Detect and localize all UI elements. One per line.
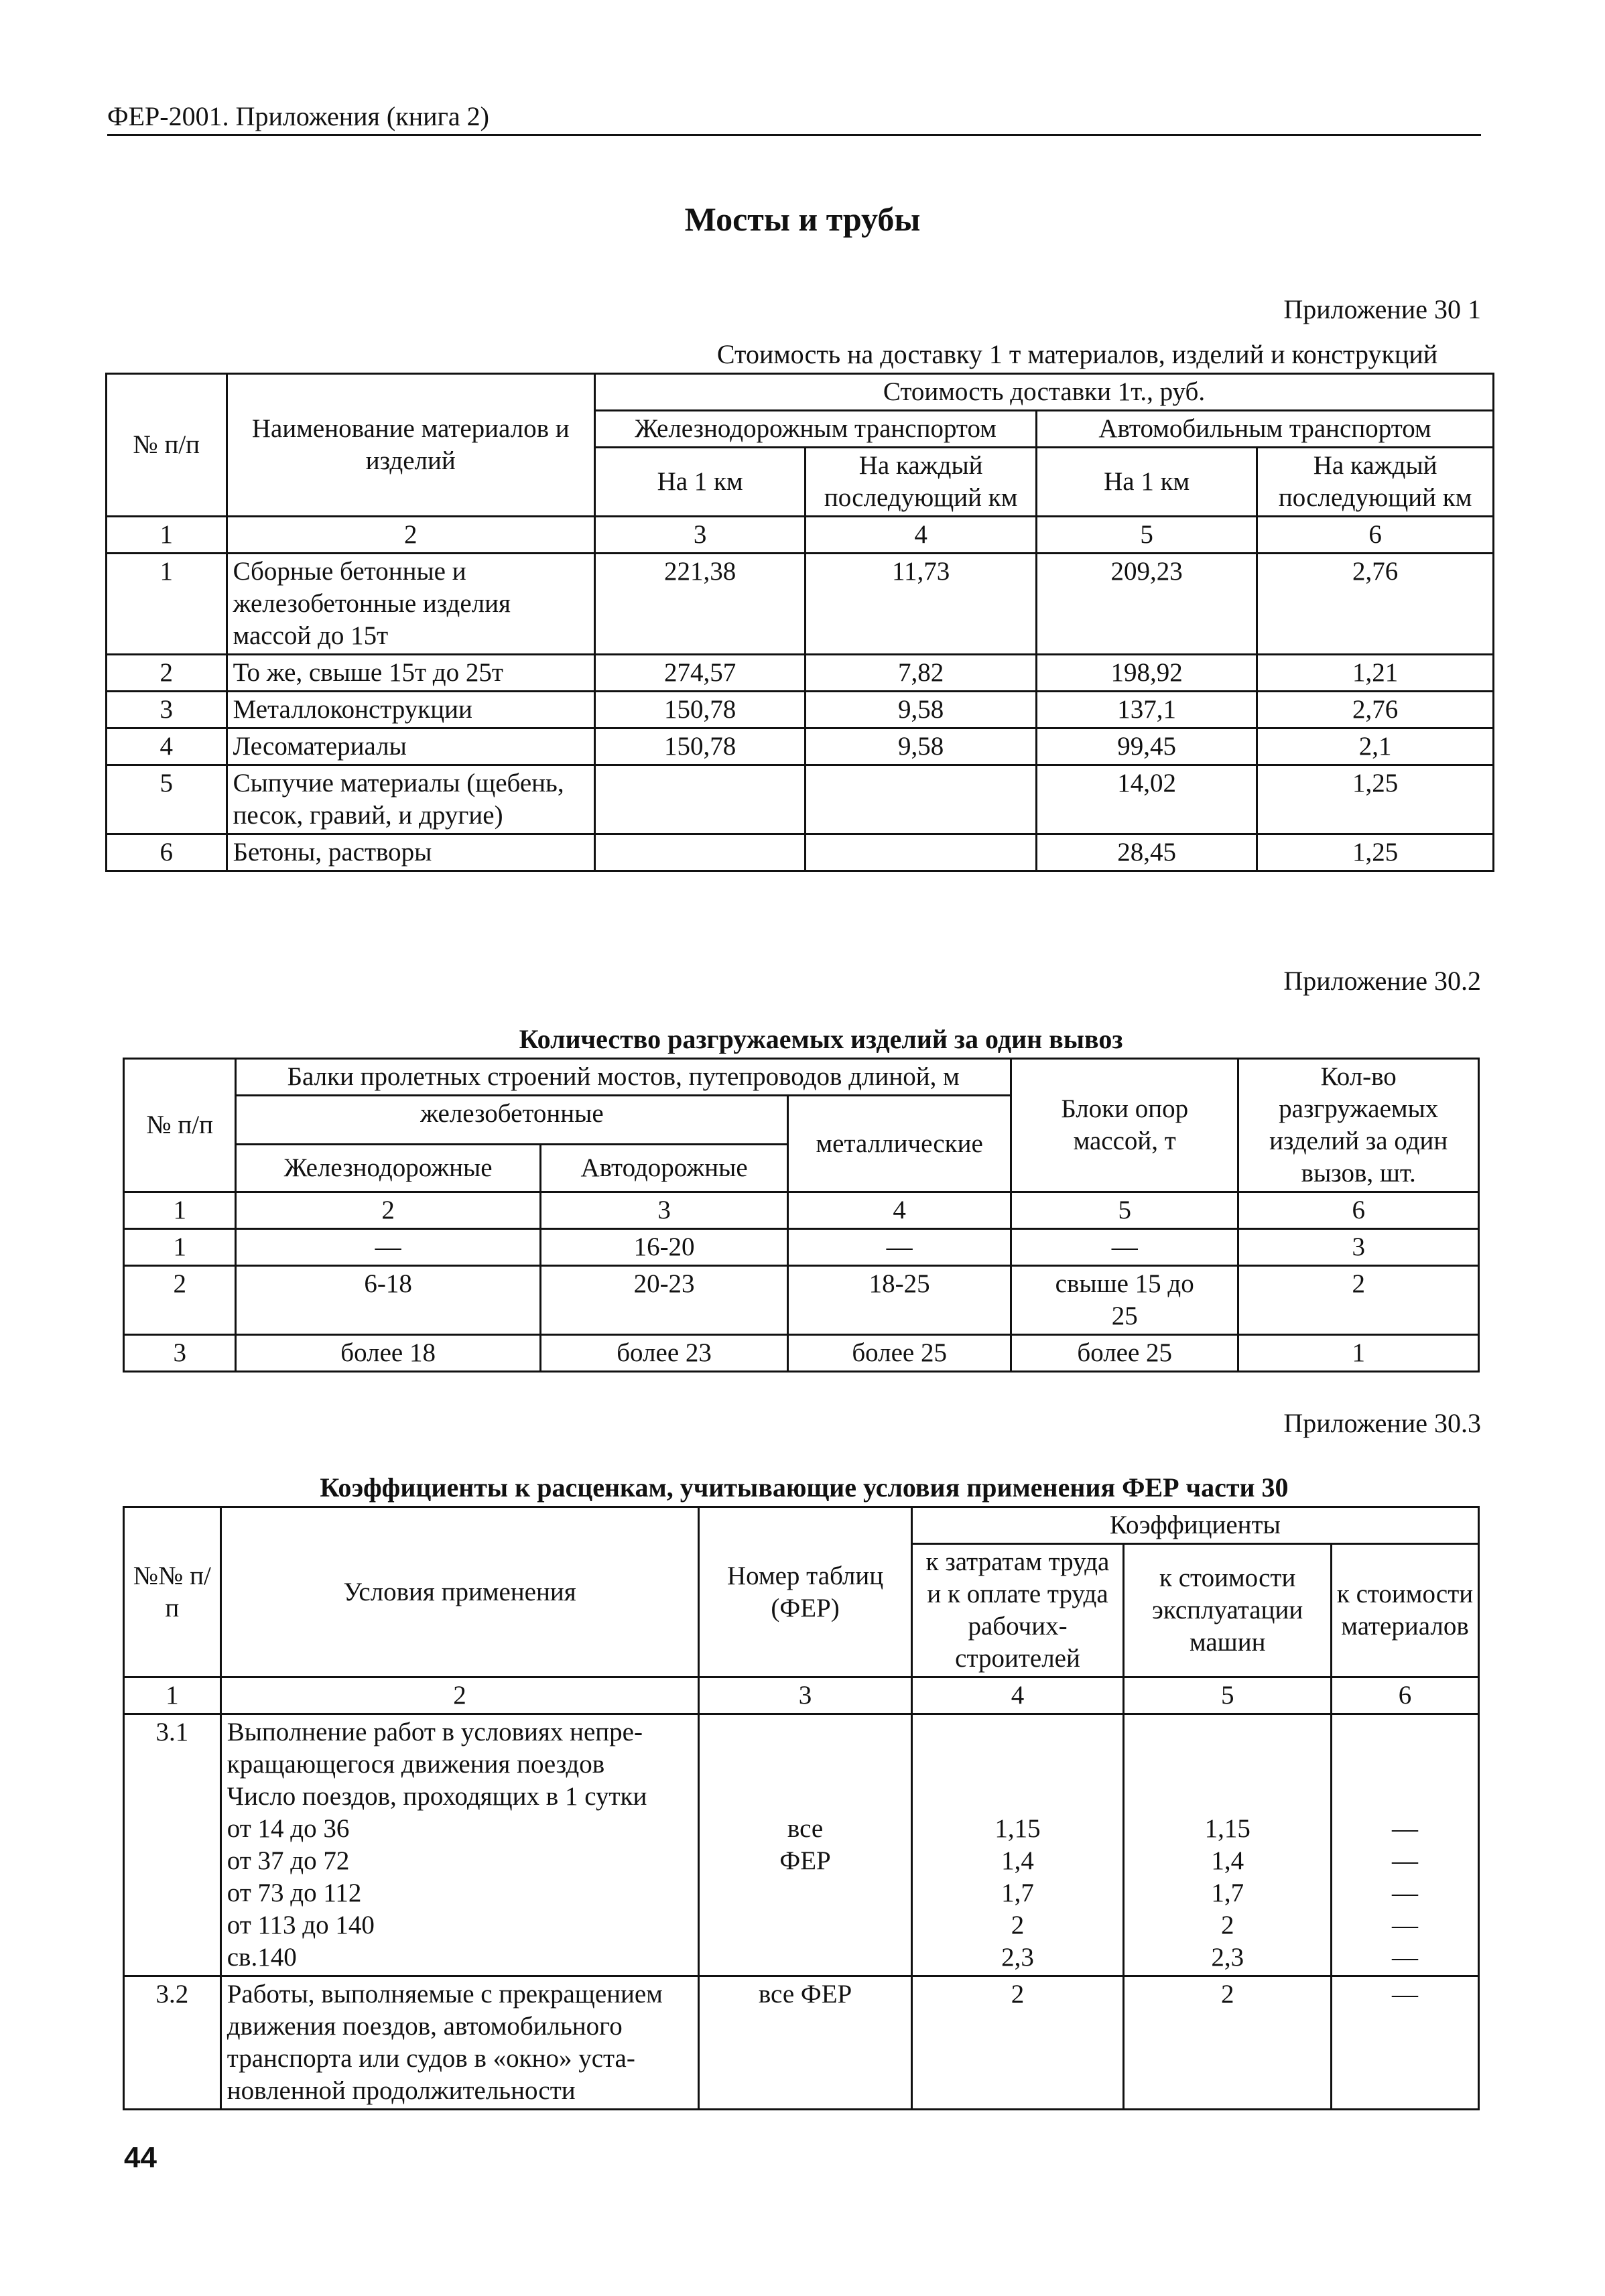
col-header-num: №№ п/п [124,1507,221,1677]
col-number: 5 [1011,1192,1238,1229]
row-num: 3.2 [124,1976,221,2110]
row-conditions: Выполнение работ в условиях непре- кращающегося движения поездов Число поездов, проходящих в 1 сутки от 14 до 36 от 37 до 72 от 73 до 112 от 113 до 140 св.140 [220,1714,699,1976]
col-header-rail-next: На каждый последующий км [806,448,1037,517]
row-labor: 2 [911,1976,1124,2110]
col-number: 1 [124,1192,236,1229]
col-number: 5 [1124,1677,1332,1714]
col-number: 5 [1037,517,1257,554]
row-blocks: более 25 [1011,1335,1238,1372]
row-auto-1km: 137,1 [1037,692,1257,728]
row-rail: 6-18 [236,1266,540,1335]
col-header-metal: металлические [788,1096,1011,1192]
col-header-materials: к стоимости материалов [1332,1544,1479,1677]
col-header-conditions: Условия применения [220,1507,699,1677]
row-name: Сыпучие материалы (щебень, песок, гравий, и другие) [227,765,594,834]
row-metal: более 25 [788,1335,1011,1372]
table-row [124,1714,1479,1976]
row-rail-1km: 274,57 [594,655,805,692]
row-auto-next: 2,76 [1257,554,1494,655]
col-header-blocks: Блоки опор массой, т [1011,1059,1238,1192]
coefficients-table [123,1506,1480,2110]
row-num: 3 [124,1335,236,1372]
row-conditions: Работы, выполняемые с прекращением движения поездов, автомобильного транспорта или судов в «окно» уста- новленной продолжительности [220,1976,699,2110]
col-header-auto: Автомобильным транспортом [1037,411,1494,448]
row-num: 4 [107,728,227,765]
table-row [107,834,1494,871]
col-header-road: Автодорожные [540,1145,788,1192]
table-row [107,765,1494,834]
appendix-30-2-caption: Количество разгружаемых изделий за один вывоз [519,1024,1123,1054]
col-header-name: Наименование материалов и изделий [227,374,594,517]
table-row [107,554,1494,655]
appendix-30-3-caption: Коэффициенты к расценкам, учитывающие условия применения ФЕР части 30 [320,1472,1289,1503]
col-header-rail: Железнодорожным транспортом [594,411,1036,448]
header-rule [107,134,1481,136]
row-num: 2 [107,655,227,692]
appendix-30-3-label: Приложение 30.3 [1283,1408,1481,1438]
appendix-30-1-label: Приложение 30 1 [1283,294,1481,324]
appendix-30-2-label: Приложение 30.2 [1283,966,1481,996]
appendix-30-1-caption: Стоимость на доставку 1 т материалов, изделий и конструкций [716,339,1438,369]
row-metal: — [788,1229,1011,1266]
row-name: Лесоматериалы [227,728,594,765]
row-rail-next: 11,73 [806,554,1037,655]
col-number: 3 [540,1192,788,1229]
col-header-coefficients: Коэффициенты [911,1507,1478,1544]
row-num: 6 [107,834,227,871]
row-auto-next: 1,25 [1257,834,1494,871]
col-header-labor: к затратам труда и к оплате труда рабочих-строителей [911,1544,1124,1677]
col-number: 4 [911,1677,1124,1714]
row-rail-next [806,765,1037,834]
row-machines: 1,15 1,4 1,7 2 2,3 [1124,1714,1332,1976]
row-table: все ФЕР [699,1976,911,2110]
row-rail: — [236,1229,540,1266]
table-row [124,1266,1479,1335]
col-number: 1 [107,517,227,554]
row-auto-1km: 209,23 [1037,554,1257,655]
col-header-beams: Балки пролетных строений мостов, путепроводов длиной, м [236,1059,1011,1096]
row-auto-next: 2,76 [1257,692,1494,728]
row-num: 5 [107,765,227,834]
col-header-auto-1km: На 1 км [1037,448,1257,517]
row-auto-1km: 14,02 [1037,765,1257,834]
page-title: Мосты и трубы [684,200,921,238]
row-qty: 2 [1238,1266,1479,1335]
col-number: 6 [1332,1677,1479,1714]
row-rail-1km: 221,38 [594,554,805,655]
col-number: 6 [1257,517,1494,554]
col-number: 1 [124,1677,221,1714]
row-rail-next: 9,58 [806,692,1037,728]
col-header-num: № п/п [124,1059,236,1192]
table-row [107,692,1494,728]
row-blocks: — [1011,1229,1238,1266]
col-number: 4 [788,1192,1011,1229]
col-header-cost: Стоимость доставки 1т., руб. [594,374,1493,411]
row-rail: более 18 [236,1335,540,1372]
unloading-quantity-table [123,1058,1480,1373]
col-number: 2 [227,517,594,554]
row-rail-next: 9,58 [806,728,1037,765]
row-labor: 1,15 1,4 1,7 2 2,3 [911,1714,1124,1976]
col-number: 3 [699,1677,911,1714]
row-auto-1km: 28,45 [1037,834,1257,871]
row-rail-next [806,834,1037,871]
row-metal: 18-25 [788,1266,1011,1335]
delivery-cost-table [105,373,1494,872]
row-rail-1km [594,834,805,871]
col-number: 4 [806,517,1037,554]
table-row [124,1229,1479,1266]
row-name: Бетоны, растворы [227,834,594,871]
row-road: более 23 [540,1335,788,1372]
row-num: 3 [107,692,227,728]
row-name: Металлоконструкции [227,692,594,728]
row-auto-1km: 99,45 [1037,728,1257,765]
col-number: 3 [594,517,805,554]
row-rail-1km: 150,78 [594,692,805,728]
col-number: 6 [1238,1192,1479,1229]
col-header-qty: Кол-во разгружаемых изделий за один вызов, шт. [1238,1059,1479,1192]
table-row [107,655,1494,692]
row-auto-next: 1,25 [1257,765,1494,834]
row-qty: 1 [1238,1335,1479,1372]
row-auto-next: 1,21 [1257,655,1494,692]
col-header-auto-next: На каждый последующий км [1257,448,1494,517]
row-road: 16-20 [540,1229,788,1266]
table-row [124,1335,1479,1372]
row-blocks: свыше 15 до 25 [1011,1266,1238,1335]
col-header-machines: к стоимости эксплуатации машин [1124,1544,1332,1677]
table-row [124,1976,1479,2110]
row-rail-next: 7,82 [806,655,1037,692]
table-row [107,728,1494,765]
row-auto-next: 2,1 [1257,728,1494,765]
row-rail-1km: 150,78 [594,728,805,765]
row-num: 2 [124,1266,236,1335]
row-auto-1km: 198,92 [1037,655,1257,692]
row-road: 20-23 [540,1266,788,1335]
col-header-num: № п/п [107,374,227,517]
row-table: все ФЕР [699,1714,911,1976]
row-materials: — [1332,1976,1479,2110]
page-number: 44 [124,2141,157,2174]
row-num: 1 [124,1229,236,1266]
row-name: То же, свыше 15т до 25т [227,655,594,692]
row-name: Сборные бетонные и железобетонные изделия массой до 15т [227,554,594,655]
row-machines: 2 [1124,1976,1332,2110]
col-header-rail-1km: На 1 км [594,448,805,517]
row-num: 3.1 [124,1714,221,1976]
col-header-rc: железобетонные [236,1096,788,1145]
row-num: 1 [107,554,227,655]
col-number: 2 [220,1677,699,1714]
col-header-table: Номер таблиц (ФЕР) [699,1507,911,1677]
row-rail-1km [594,765,805,834]
running-header: ФЕР-2001. Приложения (книга 2) [107,101,489,131]
col-header-rail: Железнодорожные [236,1145,540,1192]
col-number: 2 [236,1192,540,1229]
row-qty: 3 [1238,1229,1479,1266]
row-materials: — — — — — [1332,1714,1479,1976]
